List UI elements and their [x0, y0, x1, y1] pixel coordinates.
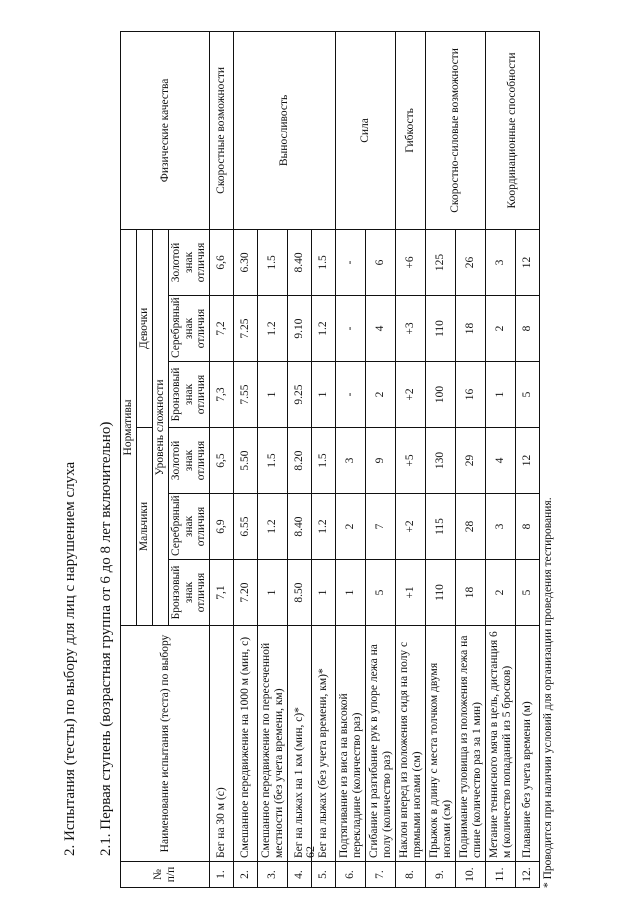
norm-girls-gold: - — [336, 229, 366, 295]
norm-boys-silver: 8 — [516, 494, 540, 560]
header-difficulty: Уровень сложности — [152, 229, 168, 625]
row-test-name: Поднимание туловища из положения лежа на спине (количество раз за 1 мин) — [456, 626, 486, 862]
norm-boys-bronze: 1 — [258, 560, 288, 626]
row-test-name: Сгибание и разгибание рук в упоре лежа на полу (количество раз) — [366, 626, 396, 862]
norm-boys-silver: 2 — [336, 494, 366, 560]
norm-girls-silver: - — [336, 296, 366, 362]
row-number: 7. — [366, 862, 396, 888]
norm-girls-silver: +3 — [396, 296, 426, 362]
norm-boys-silver: 6.55 — [234, 494, 258, 560]
row-number: 4. — [288, 862, 312, 888]
header-qualities: Физические качества — [121, 31, 210, 229]
row-test-name: Бег на лыжах на 1 км (мин, с)* — [288, 626, 312, 862]
row-test-name: Прыжок в длину с места толчком двумя ногами (см) — [426, 626, 456, 862]
row-number: 8. — [396, 862, 426, 888]
norm-girls-gold: 3 — [486, 229, 516, 295]
norm-girls-silver: 2 — [486, 296, 516, 362]
norm-boys-gold: 130 — [426, 428, 456, 494]
norm-boys-gold: 1.5 — [312, 428, 336, 494]
rotated-table-block — [120, 32, 555, 888]
norm-boys-silver: 7 — [366, 494, 396, 560]
row-test-name: Смешанное передвижение на 1000 м (мин, с) — [234, 626, 258, 862]
row-number: 2. — [234, 862, 258, 888]
norm-girls-bronze: 5 — [516, 362, 540, 428]
norm-girls-bronze: 100 — [426, 362, 456, 428]
norm-boys-bronze: 2 — [486, 560, 516, 626]
header-girls-gold: Золотой знак отличия — [168, 229, 210, 295]
norm-boys-silver: 28 — [456, 494, 486, 560]
norm-boys-bronze: 18 — [456, 560, 486, 626]
norm-girls-bronze: - — [336, 362, 366, 428]
norm-boys-gold: 8.20 — [288, 428, 312, 494]
table-row — [426, 31, 456, 887]
row-number: 12. — [516, 862, 540, 888]
footnote: * Проводится при наличии условий для организации проведения тестирования. — [542, 497, 555, 888]
norm-girls-bronze: 1 — [312, 362, 336, 428]
norm-girls-bronze: 7,3 — [210, 362, 234, 428]
norm-girls-gold: 8.40 — [288, 229, 312, 295]
norm-boys-gold: 6,5 — [210, 428, 234, 494]
norm-girls-silver: 9.10 — [288, 296, 312, 362]
row-test-name: Метание теннисного мяча в цель, дистанция 6 м (количество попаданий из 5 бросков) — [486, 626, 516, 862]
norm-girls-silver: 1.2 — [258, 296, 288, 362]
header-test-name: Наименование испытания (теста) по выбору — [121, 626, 210, 862]
table-row — [234, 31, 258, 887]
norm-girls-bronze: 9.25 — [288, 362, 312, 428]
norm-boys-bronze: 110 — [426, 560, 456, 626]
norm-boys-bronze: 5 — [516, 560, 540, 626]
table-row — [336, 31, 366, 887]
norm-girls-silver: 1.2 — [312, 296, 336, 362]
header-girls-bronze: Бронзовый знак отличия — [168, 362, 210, 428]
row-test-name: Смешанное передвижение по пересеченной местности (без учета времени, км) — [258, 626, 288, 862]
norm-boys-gold: 12 — [516, 428, 540, 494]
norm-boys-bronze: 1 — [336, 560, 366, 626]
header-norms: Нормативы — [121, 229, 137, 625]
header-boys: Мальчики — [136, 428, 152, 626]
norm-boys-silver: 3 — [486, 494, 516, 560]
norm-boys-bronze: 5 — [366, 560, 396, 626]
norm-boys-gold: 4 — [486, 428, 516, 494]
header-boys-bronze: Бронзовый знак отличия — [168, 560, 210, 626]
norm-boys-silver: 6,9 — [210, 494, 234, 560]
norm-girls-gold: 6 — [366, 229, 396, 295]
norm-girls-silver: 7,2 — [210, 296, 234, 362]
norm-girls-gold: 1.5 — [258, 229, 288, 295]
header-number: № п/п — [121, 862, 210, 888]
norm-girls-gold: 125 — [426, 229, 456, 295]
row-number: 11. — [486, 862, 516, 888]
row-test-name: Плавание без учета времени (м) — [516, 626, 540, 862]
norm-girls-gold: 26 — [456, 229, 486, 295]
page-number: 62 — [303, 846, 317, 858]
section-heading: 2. Испытания (тесты) по выбору для лиц с нарушением слуха — [62, 461, 78, 856]
table-row — [210, 31, 234, 887]
norm-girls-silver: 18 — [456, 296, 486, 362]
quality-speed: Скоростные возможности — [210, 31, 234, 229]
norm-boys-silver: 115 — [426, 494, 456, 560]
norm-boys-gold: 1.5 — [258, 428, 288, 494]
norm-boys-gold: +5 — [396, 428, 426, 494]
header-girls: Девочки — [136, 229, 152, 427]
norm-girls-bronze: 16 — [456, 362, 486, 428]
norm-girls-silver: 8 — [516, 296, 540, 362]
norm-girls-bronze: +2 — [396, 362, 426, 428]
quality-strength: Сила — [336, 31, 396, 229]
row-test-name: Бег на 30 м (с) — [210, 626, 234, 862]
row-test-name: Подтягивание из виса на высокой перекладине (количество раз) — [336, 626, 366, 862]
norm-girls-gold: 6,6 — [210, 229, 234, 295]
quality-flexibility: Гибкость — [396, 31, 426, 229]
row-test-name: Бег на лыжах (без учета времени, км)* — [312, 626, 336, 862]
header-boys-gold: Золотой знак отличия — [168, 428, 210, 494]
norm-boys-gold: 29 — [456, 428, 486, 494]
norm-boys-silver: 1.2 — [258, 494, 288, 560]
norm-girls-silver: 7.25 — [234, 296, 258, 362]
norm-girls-bronze: 1 — [258, 362, 288, 428]
norm-girls-gold: 6.30 — [234, 229, 258, 295]
row-number: 10. — [456, 862, 486, 888]
norm-girls-gold: +6 — [396, 229, 426, 295]
norm-boys-bronze: 1 — [312, 560, 336, 626]
header-boys-silver: Серебряный знак отличия — [168, 494, 210, 560]
norm-girls-bronze: 7.55 — [234, 362, 258, 428]
row-number: 5. — [312, 862, 336, 888]
norm-boys-gold: 9 — [366, 428, 396, 494]
row-number: 1. — [210, 862, 234, 888]
row-test-name: Наклон вперед из положения сидя на полу с прямыми ногами (см) — [396, 626, 426, 862]
norm-boys-silver: 8.40 — [288, 494, 312, 560]
norm-boys-gold: 5.50 — [234, 428, 258, 494]
norm-girls-bronze: 2 — [366, 362, 396, 428]
quality-endurance: Выносливость — [234, 31, 336, 229]
quality-speed-strength: Скоростно-силовые возможности — [426, 31, 486, 229]
quality-coordination: Координационные способности — [486, 31, 540, 229]
norm-girls-silver: 4 — [366, 296, 396, 362]
norm-boys-gold: 3 — [336, 428, 366, 494]
section-subheading: 2.1. Первая ступень (возрастная группа от 6 до 8 лет включительно) — [98, 421, 114, 856]
norms-table — [120, 31, 540, 888]
row-number: 9. — [426, 862, 456, 888]
norm-boys-bronze: 7.20 — [234, 560, 258, 626]
norm-girls-gold: 12 — [516, 229, 540, 295]
norm-girls-gold: 1.5 — [312, 229, 336, 295]
norm-boys-bronze: 8.50 — [288, 560, 312, 626]
row-number: 3. — [258, 862, 288, 888]
norm-girls-bronze: 1 — [486, 362, 516, 428]
norm-boys-silver: +2 — [396, 494, 426, 560]
table-row — [486, 31, 516, 887]
norm-boys-bronze: +1 — [396, 560, 426, 626]
norm-girls-silver: 110 — [426, 296, 456, 362]
norm-boys-bronze: 7,1 — [210, 560, 234, 626]
norm-boys-silver: 1.2 — [312, 494, 336, 560]
table-row — [396, 31, 426, 887]
header-girls-silver: Серебряный знак отличия — [168, 296, 210, 362]
row-number: 6. — [336, 862, 366, 888]
